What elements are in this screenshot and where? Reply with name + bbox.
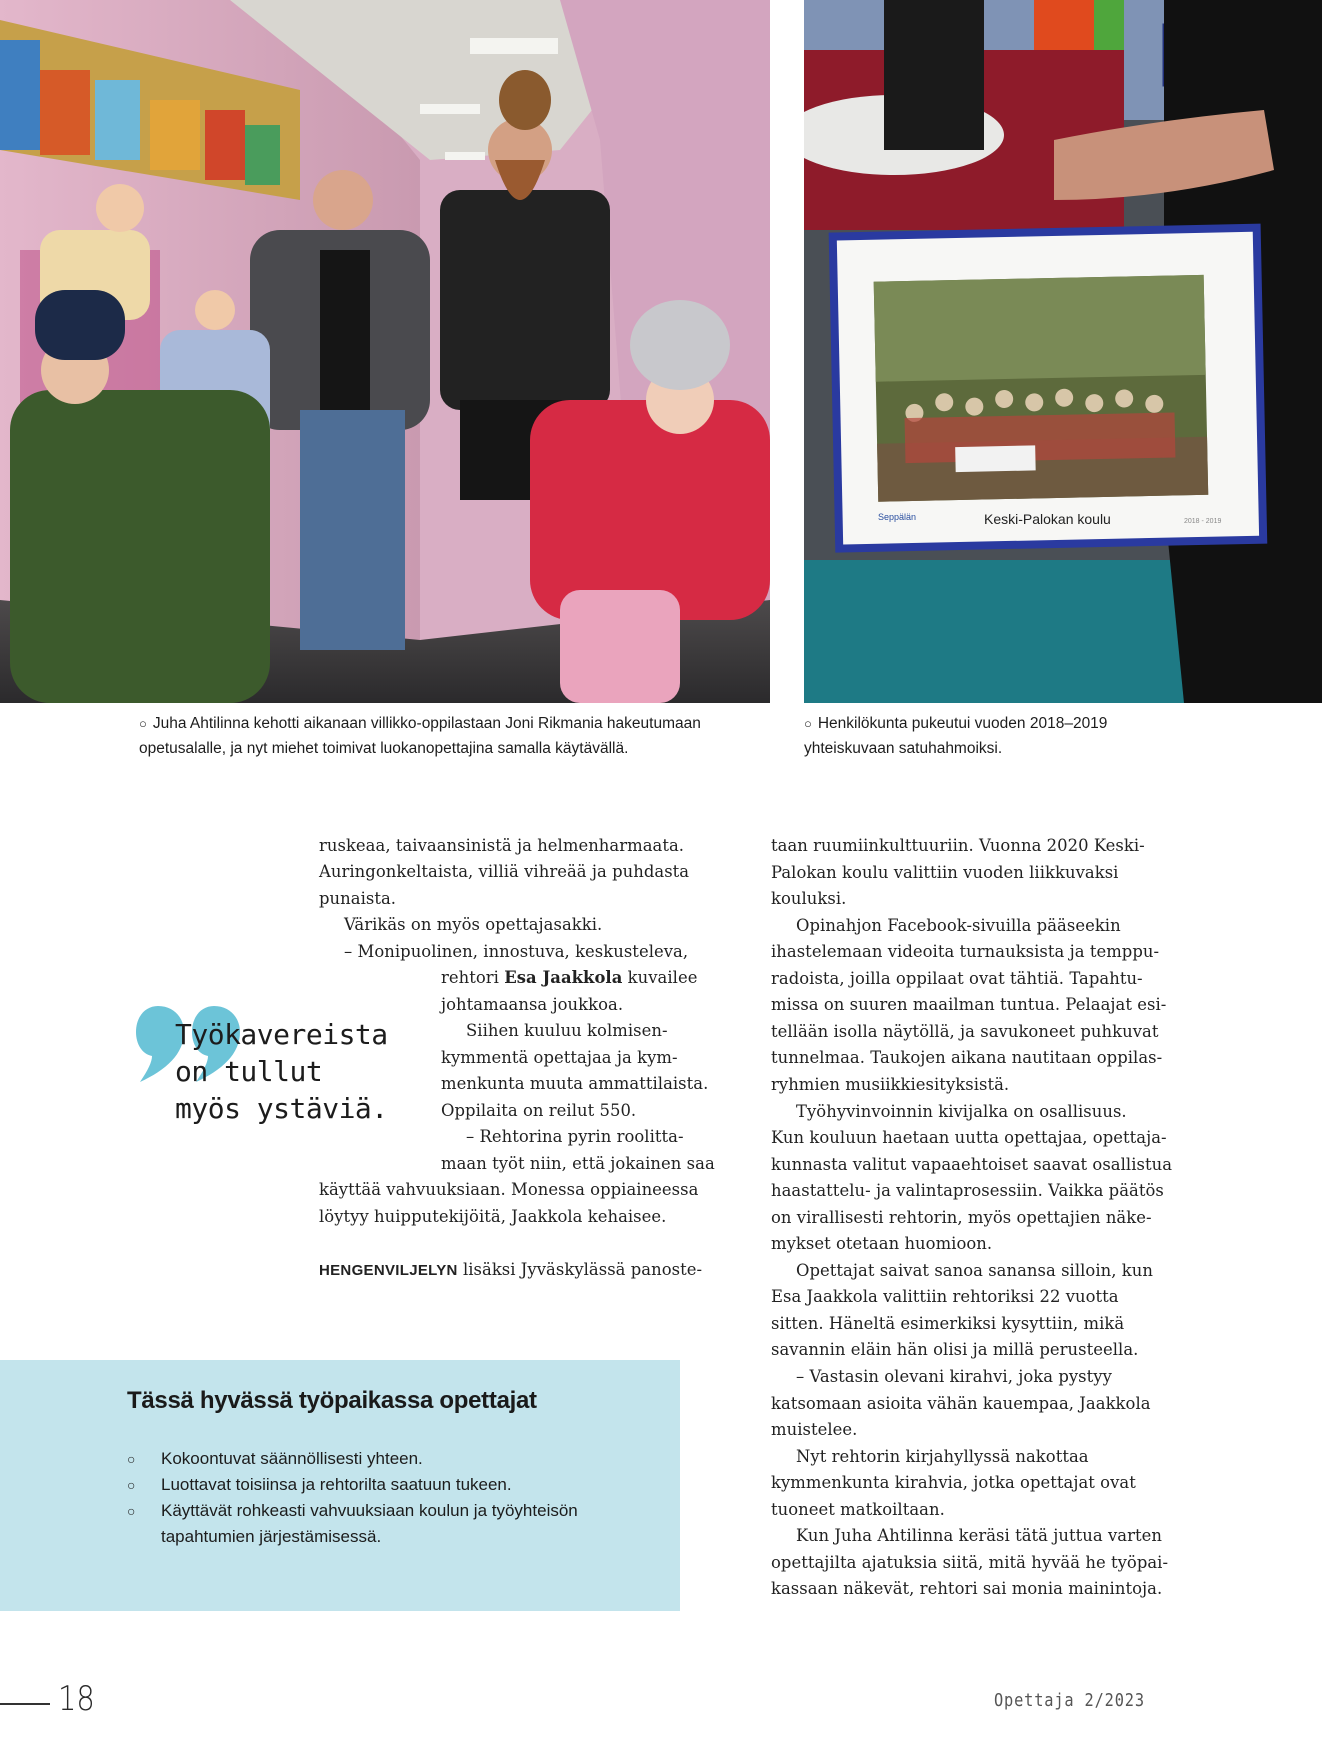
fact-box-title: Tässä hyvässä työpaikassa opettajat [127, 1387, 537, 1414]
frame-years: 2018 - 2019 [1184, 518, 1222, 525]
body-line: kunnasta valitut vapaaehtoiset saavat osallistua [771, 1155, 1173, 1174]
pull-quote-line: Työkavereista [175, 1018, 388, 1051]
body-line: Kun kouluun haetaan uutta opettajaa, opettaja- [771, 1128, 1167, 1147]
body-line: Kun Juha Ahtilinna keräsi tätä juttua varten [796, 1526, 1162, 1545]
photo-caption-right [804, 711, 1304, 761]
caption-line: ○ Juha Ahtilinna kehotti aikanaan villikko-oppilastaan Joni Rikmania hakeutumaan [139, 715, 701, 732]
body-line: Opinahjon Facebook-sivuilla pääseekin [796, 916, 1121, 935]
fact-box-list [127, 1446, 631, 1550]
body-line: Auringonkeltaista, villiä vihreää ja puhdasta [319, 862, 690, 881]
person-name: Esa Jaakkola [504, 968, 623, 987]
body-line: kassaan näkevät, rehtori sai monia mainintoja. [771, 1579, 1163, 1598]
body-line: Nyt rehtorin kirjahyllyssä nakottaa [796, 1447, 1089, 1466]
body-line: punaista. [319, 889, 397, 908]
body-line: maan työt niin, että jokainen saa [441, 1154, 715, 1173]
body-line: muistelee. [771, 1420, 858, 1439]
body-line: rehtori Esa Jaakkola kuvailee [441, 968, 698, 987]
photo-caption-left [139, 711, 759, 761]
body-line: HENGENVILJELYN lisäksi Jyväskylässä panoste- [319, 1260, 703, 1279]
pull-quote [175, 1016, 388, 1127]
framed-picture-illustration [804, 0, 1322, 703]
body-line: kymmentä opettajaa ja kym- [441, 1048, 678, 1067]
pull-quote-line: on tullut [175, 1055, 323, 1088]
bullet-icon: ○ [127, 1451, 136, 1467]
body-line: ruskeaa, taivaansinistä ja helmenharmaata. [319, 836, 685, 855]
fact-box [0, 1360, 680, 1611]
body-line: – Monipuolinen, innostuva, keskusteleva, [344, 942, 689, 961]
body-line: Opettajat saivat sanoa sanansa silloin, kun [796, 1261, 1153, 1280]
body-line: – Vastasin olevani kirahvi, joka pystyy [796, 1367, 1112, 1386]
bullet-icon: ○ [139, 716, 147, 731]
body-line: Oppilaita on reilut 550. [441, 1101, 637, 1120]
fact-box-item: ○ Kokoontuvat säännöllisesti yhteen. [127, 1446, 631, 1472]
body-line: on virallisesti rehtorin, myös opettajien näke- [771, 1208, 1152, 1227]
fact-box-item: ○ Luottavat toisiinsa ja rehtorilta saatuun tukeen. [127, 1472, 631, 1498]
photo-corridor [0, 0, 770, 703]
pull-quote-line: myös ystäviä. [175, 1092, 388, 1125]
body-line: mykset otetaan huomioon. [771, 1234, 993, 1253]
photo-framed-group-picture [804, 0, 1322, 703]
body-line: opettajilta ajatuksia siitä, mitä hyvää he työpai- [771, 1553, 1169, 1572]
caption-line: yhteiskuvaan satuhahmoiksi. [804, 740, 1003, 757]
body-line: menkunta muuta ammattilaista. [441, 1074, 709, 1093]
issue-label: Opettaja 2/2023 [994, 1690, 1145, 1711]
body-line: tunnelmaa. Taukojen aikana nautitaan oppilas- [771, 1048, 1163, 1067]
body-line: Palokan koulu valittiin vuoden liikkuvaksi [771, 863, 1119, 882]
bullet-icon: ○ [127, 1503, 136, 1519]
lead-in: HENGENVILJELYN [319, 1262, 458, 1279]
body-line: Työhyvinvoinnin kivijalka on osallisuus. [796, 1102, 1127, 1121]
caption-line: opetusalalle, ja nyt miehet toimivat luokanopettajina samalla käytävällä. [139, 740, 629, 757]
body-line: missa on suuren maailman tuntua. Pelaajat esi- [771, 995, 1167, 1014]
body-line: käyttää vahvuuksiaan. Monessa oppiaineessa [319, 1180, 699, 1199]
body-line: katsomaan asioita vähän kauempaa, Jaakkola [771, 1394, 1151, 1413]
body-line: – Rehtorina pyrin roolitta- [466, 1127, 684, 1146]
body-line: taan ruumiinkulttuuriin. Vuonna 2020 Keski- [771, 836, 1145, 855]
body-line: Esa Jaakkola valittiin rehtoriksi 22 vuotta [771, 1287, 1119, 1306]
body-line: Siihen kuuluu kolmisen- [466, 1021, 668, 1040]
footer-rule [0, 1703, 50, 1705]
bullet-icon: ○ [804, 716, 812, 731]
body-line: kouluksi. [771, 889, 847, 908]
body-line: Värikäs on myös opettajasakki. [344, 915, 603, 934]
caption-line: ○ Henkilökunta pukeutui vuoden 2018–2019 [804, 715, 1108, 732]
fact-box-item: ○ Käyttävät rohkeasti vahvuuksiaan koulun ja työyhteisön tapahtumien järjestämisessä. [127, 1498, 631, 1550]
body-line: radoista, joilla oppilaat ovat tähtiä. Tapahtu- [771, 969, 1143, 988]
body-line: haastattelu- ja valintaprosessiin. Vaikka päätös [771, 1181, 1164, 1200]
body-line: ryhmien musiikkiesityksistä. [771, 1075, 1010, 1094]
frame-title: Keski-Palokan koulu [984, 511, 1111, 527]
body-line: kymmenkunta kirahvia, jotka opettajat ovat [771, 1473, 1136, 1492]
body-line: tuoneet matkoiltaan. [771, 1500, 945, 1519]
body-line: johtamaansa joukkoa. [441, 995, 624, 1014]
body-line: savannin eläin hän olisi ja millä perusteella. [771, 1340, 1139, 1359]
page-number: 18 [58, 1679, 95, 1719]
bullet-icon: ○ [127, 1477, 136, 1493]
frame-logo: Seppälän [878, 512, 917, 522]
body-line: tellään isolla näytöllä, ja savukoneet puhkuvat [771, 1022, 1159, 1041]
body-line: ihastelemaan videoita turnauksista ja temppu- [771, 942, 1160, 961]
body-line: löytyy huipputekijöitä, Jaakkola kehaisee. [319, 1207, 667, 1226]
corridor-illustration [0, 0, 770, 703]
body-line: sitten. Häneltä esimerkiksi kysyttiin, mikä [771, 1314, 1125, 1333]
